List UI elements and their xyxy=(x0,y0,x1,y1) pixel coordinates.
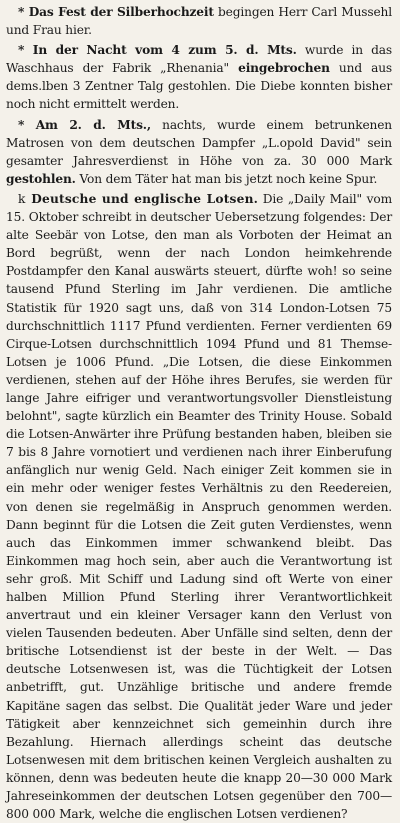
news-emphasis: eingebrochen xyxy=(238,61,330,76)
news-lead: * Das Fest der Silberhochzeit xyxy=(18,5,214,19)
news-body: Von dem Täter hat man bis jetzt noch keine Spur. xyxy=(75,171,378,186)
news-item-theft xyxy=(6,116,392,188)
news-item-pilots xyxy=(6,190,392,823)
news-body: begingen Herr Carl Mussehl und Frau hier. xyxy=(6,5,393,38)
news-body: Die „Daily Mail" vom 15. Oktober schreibt in deutscher Uebersetzung folgendes: Der alte Seebär von Lotse, den man als Vorboten der Heimat an Bord begrüßt, wenn der nach London heimkehrende Postdampfer den Kanal auswärts steuert, dürfte woh! so seine tausend Pfund Sterling im Jahr verdienen. Die amtliche Statistik für 1920 sagt uns, daß von 314 London-Lotsen 75 durchschnittlich 1117 Pfund verdienten. Ferner verdienten 69 Cirque-Lotsen durchschnittlich 1094 Pfund und 81 Themse-Lotsen je 1006 Pfund. „Die Lotsen, die diese Einkommen verdienen, stehen auf der Höhe ihres Berufes, sie werden für lange Jahre eifriger und verantwortungsvoller Dienstleistung belohnt", sagte kürzlich ein Beamter des Trinity House. Sobald die Lotsen-Anwärter ihre Prüfung bestanden haben, bleiben sie 7 bis 8 Jahre vornotiert und verdienen nach ihrer Einberufung anfänglich nur wenig Geld. Nach einiger Zeit kommen sie in ein mehr oder weniger festes Verhältnis zu den Reedereien, von denen sie regelmäßig in Anspruch genommen werden. Dann beginnt für die Lotsen die Zeit guten Verdienstes, wenn auch das Einkommen immer schwankend bleibt. Das Einkommen mag hoch sein, aber auch die Verantwortung ist sehr groß. Mit Schiff und Ladung sind oft Werte von einer halben Million Pfund Sterling ihrer Verantwortlichkeit anvertraut und ein kleiner Versager kann den Verlust von vielen Tausenden bedeuten. Aber Unfälle sind selten, denn der britische Lotsendienst ist der beste in der Welt. — Das deutsche Lotsenwesen ist, was die Tüchtigkeit der Lotsen anbetrifft, gut. Unzählige britische und andere fremde Kapitäne sagen das selbst. Die Qualität jeder Ware und jeder Tätigkeit aber kennzeichnet sich gemeinhin durch ihre Bezahlung. Hiernach allerdings scheint das deutsche Lotsenwesen mit dem britischen keinen Vergleich aushalten zu können, denn was bedeuten heute die knapp 20—30 000 Mark Jahreseinkommen der deutschen Lotsen gegenüber den 700—800 000 Mark, welche die englischen Lotsen verdienen? xyxy=(6,191,392,822)
article-heading: Deutsche und englische Lotsen. xyxy=(31,191,259,206)
news-body: nachts, wurde einem betrunkenen Matrosen von dem deutschen Dampfer „L.opold David" sein gesamter Jahresverdienst in Höhe von za. 30 000 Mark xyxy=(6,117,392,168)
news-item-burglary xyxy=(6,41,392,113)
news-body: wurde in das Waschhaus der Fabrik „Rhenania" xyxy=(6,43,392,76)
news-emphasis: gestohlen. xyxy=(6,171,76,186)
news-body: und aus dems.lben 3 Zentner Talg gestohlen. Die Diebe konnten bisher noch nicht ermittelt werden. xyxy=(6,61,393,112)
news-item-silver-wedding xyxy=(6,3,392,39)
news-prefix: k xyxy=(18,191,26,206)
news-lead: * In der Nacht vom 4 zum 5. d. Mts. xyxy=(18,43,297,58)
news-lead: * Am 2. d. Mts., xyxy=(18,117,151,132)
